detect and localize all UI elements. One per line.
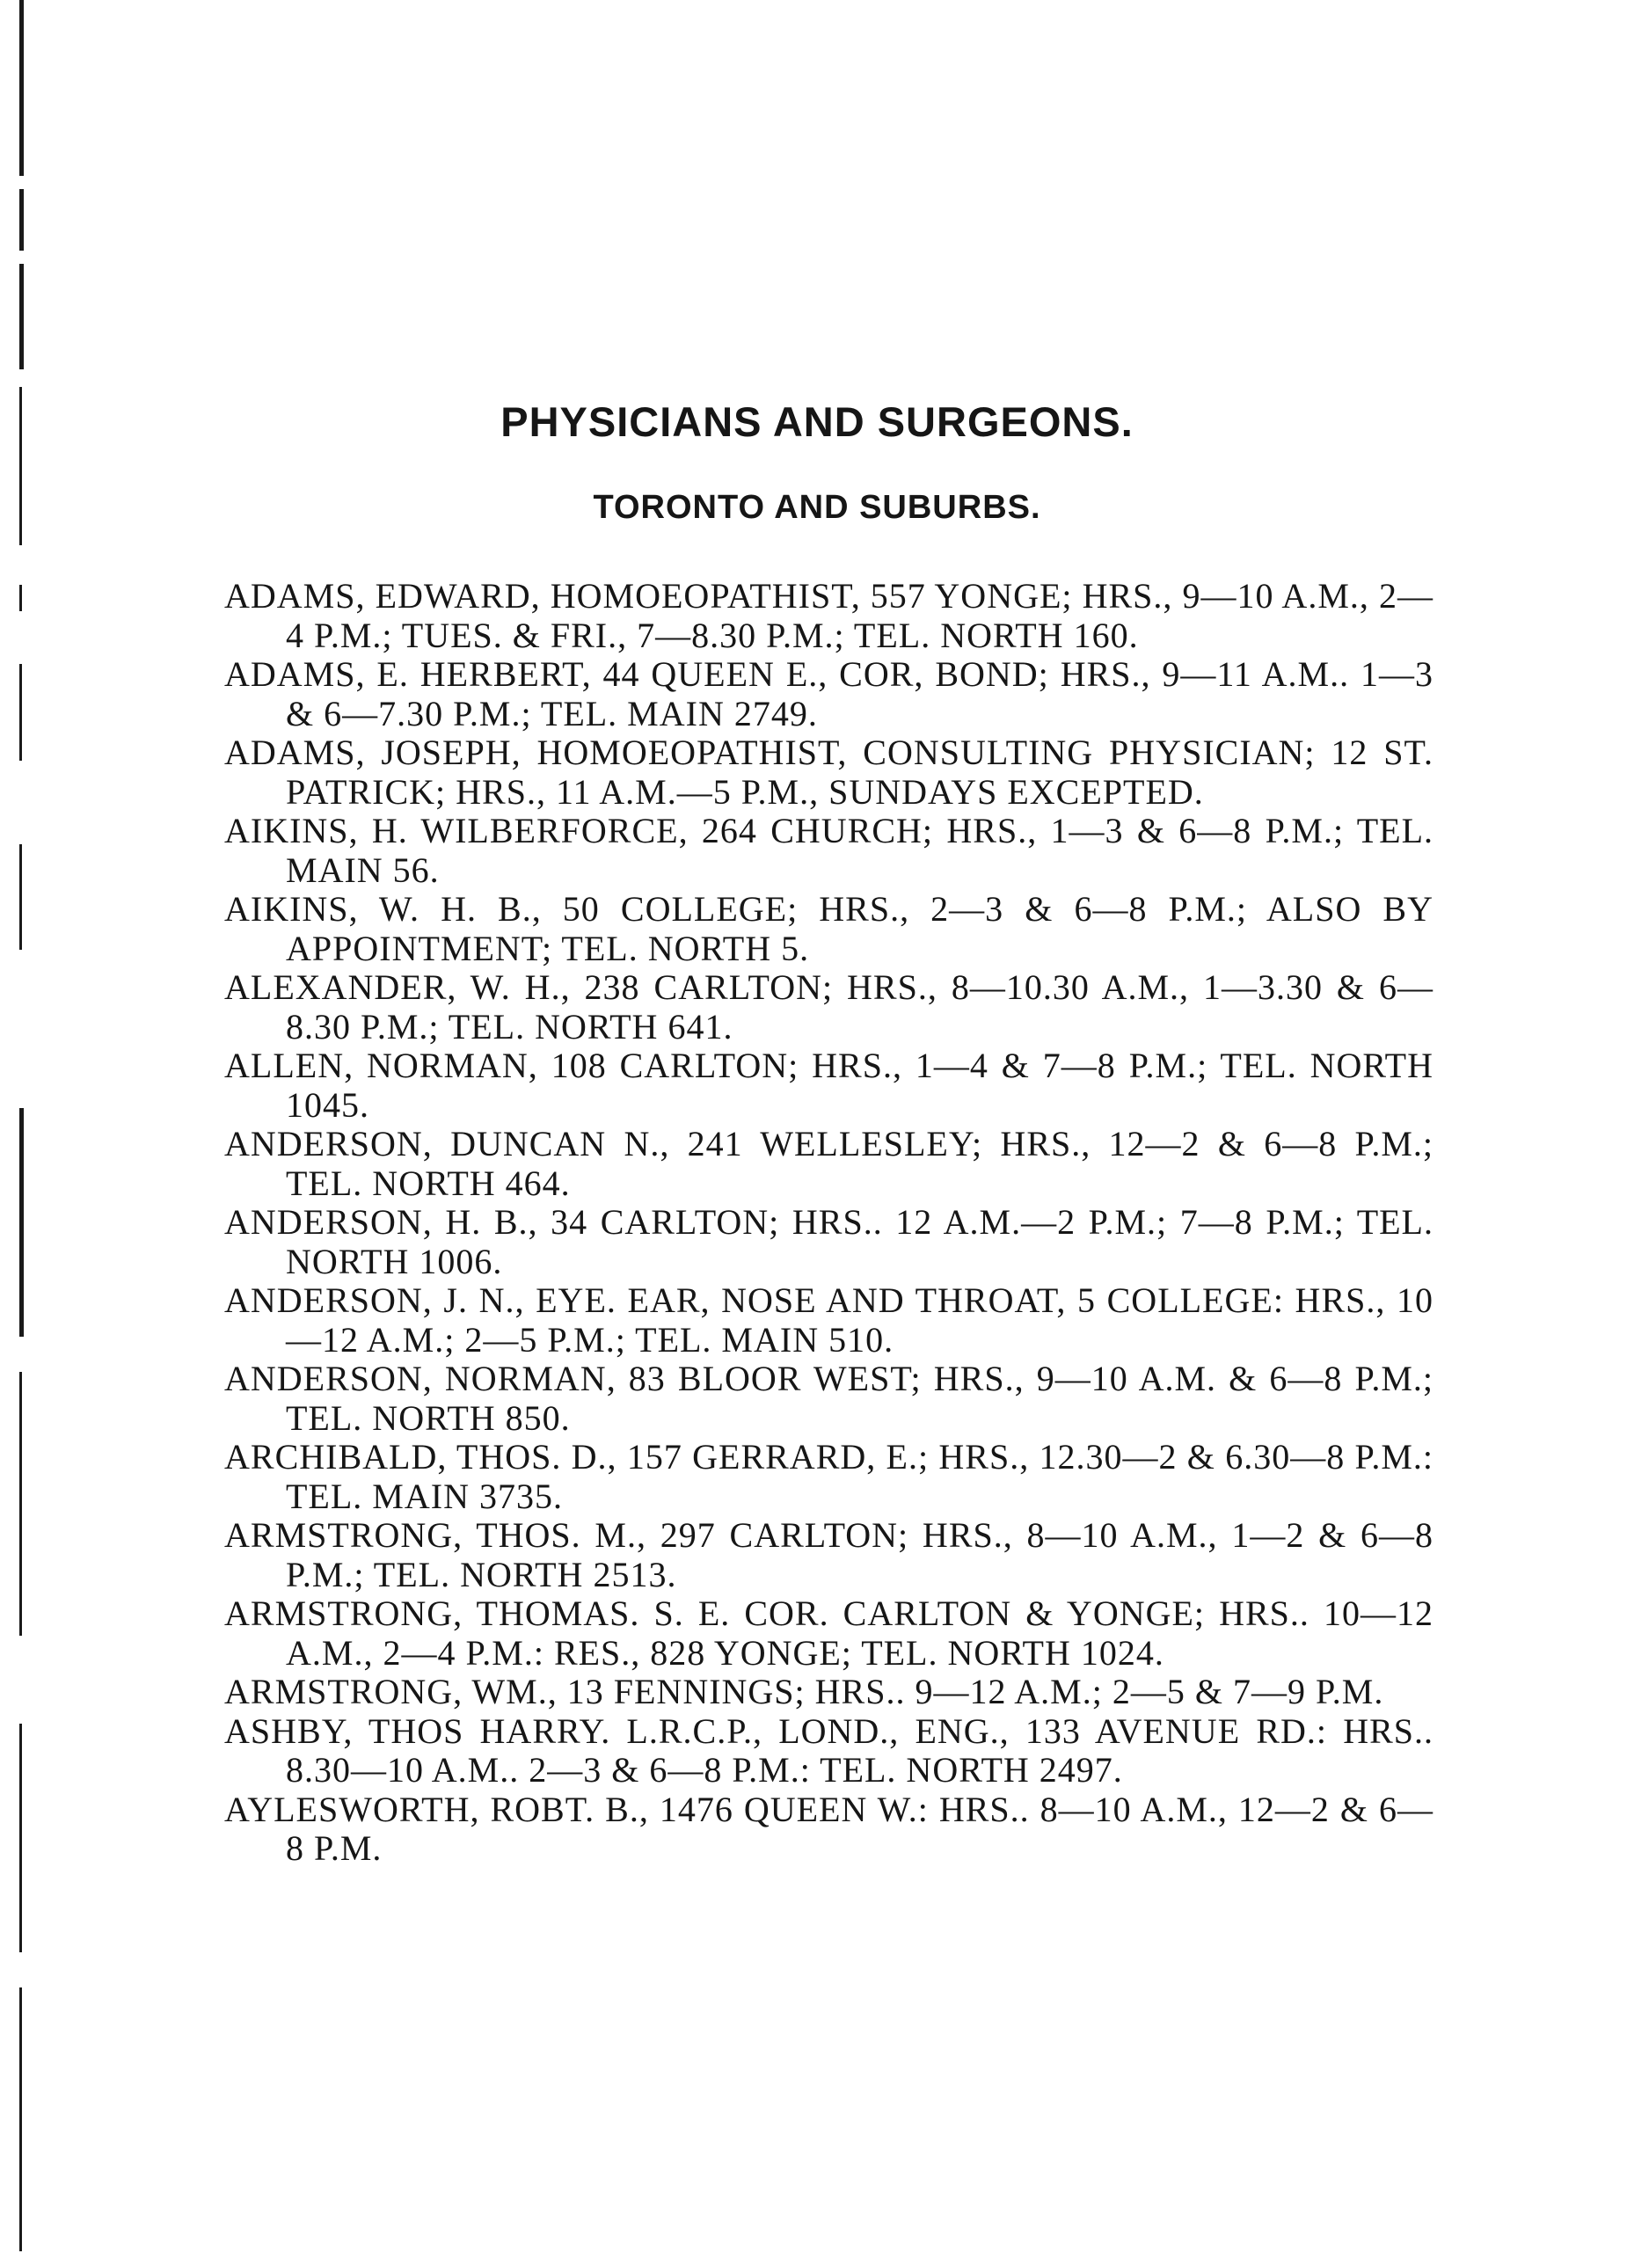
list-item: ASHBY, THOS HARRY. L.R.C.P., LOND., ENG., 133 AVENUE RD.: HRS.. 8.30—10 A.M.. 2—3 & 6—8 P.M.: TEL. NORTH 2497. (224, 1710, 1433, 1790)
scan-edge-mark (19, 189, 24, 251)
list-item: ADAMS, JOSEPH, HOMOEOPATHIST, CONSULTING PHYSICIAN; 12 ST. PATRICK; HRS., 11 A.M.—5 P.M., SUNDAYS EXCEPTED. (224, 733, 1433, 812)
scan-edge-mark (19, 1724, 22, 1952)
list-item: ADAMS, E. HERBERT, 44 QUEEN E., COR, BOND; HRS., 9—11 A.M.. 1—3 & 6—7.30 P.M.; TEL. MAIN 2749. (224, 654, 1433, 733)
list-item: ARCHIBALD, THOS. D., 157 GERRARD, E.; HRS., 12.30—2 & 6.30—8 P.M.: TEL. MAIN 3735. (224, 1437, 1433, 1516)
list-item: ARMSTRONG, THOS. M., 297 CARLTON; HRS., 8—10 A.M., 1—2 & 6—8 P.M.; TEL. NORTH 2513. (224, 1515, 1433, 1594)
scan-edge-mark (19, 0, 24, 176)
list-item: ANDERSON, NORMAN, 83 BLOOR WEST; HRS., 9—10 A.M. & 6—8 P.M.; TEL. NORTH 850. (224, 1359, 1433, 1438)
page-subtitle: TORONTO AND SUBURBS. (593, 489, 1041, 526)
scan-edge-mark (19, 664, 22, 761)
scan-edge-mark (19, 585, 22, 611)
list-item: ANDERSON, DUNCAN N., 241 WELLESLEY; HRS., 12—2 & 6—8 P.M.; TEL. NORTH 464. (224, 1124, 1433, 1203)
scan-edge-mark (19, 264, 24, 369)
list-item: AIKINS, H. WILBERFORCE, 264 CHURCH; HRS., 1—3 & 6—8 P.M.; TEL. MAIN 56. (224, 811, 1433, 890)
list-item: ALLEN, NORMAN, 108 CARLTON; HRS., 1—4 & 7—8 P.M.; TEL. NORTH 1045. (224, 1046, 1433, 1125)
list-item: ARMSTRONG, THOMAS. S. E. COR. CARLTON & YONGE; HRS.. 10—12 A.M., 2—4 P.M.: RES., 828 YONGE; TEL. NORTH 1024. (224, 1593, 1433, 1673)
page-title: PHYSICIANS AND SURGEONS. (500, 398, 1134, 445)
list-item: ARMSTRONG, WM., 13 FENNINGS; HRS.. 9—12 A.M.; 2—5 & 7—9 P.M. (224, 1672, 1384, 1711)
list-item: ADAMS, EDWARD, HOMOEOPATHIST, 557 YONGE; HRS., 9—10 A.M., 2—4 P.M.; TUES. & FRI., 7—8.30 P.M.; TEL. NORTH 160. (224, 576, 1433, 655)
list-item: ANDERSON, J. N., EYE. EAR, NOSE AND THROAT, 5 COLLEGE: HRS., 10—12 A.M.; 2—5 P.M.; TEL. MAIN 510. (224, 1280, 1433, 1360)
list-item: ALEXANDER, W. H., 238 CARLTON; HRS., 8—10.30 A.M., 1—3.30 & 6—8.30 P.M.; TEL. NORTH 641. (224, 967, 1433, 1046)
scan-edge-mark (19, 1987, 22, 2251)
scan-edge-mark (19, 1108, 24, 1337)
list-item: ANDERSON, H. B., 34 CARLTON; HRS.. 12 A.M.—2 P.M.; 7—8 P.M.; TEL. NORTH 1006. (224, 1202, 1433, 1281)
scan-edge-mark (19, 844, 22, 950)
list-item: AYLESWORTH, ROBT. B., 1476 QUEEN W.: HRS.. 8—10 A.M., 12—2 & 6—8 P.M. (224, 1789, 1433, 1868)
scan-edge-mark (19, 1372, 22, 1636)
list-item: AIKINS, W. H. B., 50 COLLEGE; HRS., 2—3 & 6—8 P.M.; ALSO BY APPOINTMENT; TEL. NORTH 5. (224, 889, 1433, 968)
physician-listing (224, 577, 1433, 1869)
